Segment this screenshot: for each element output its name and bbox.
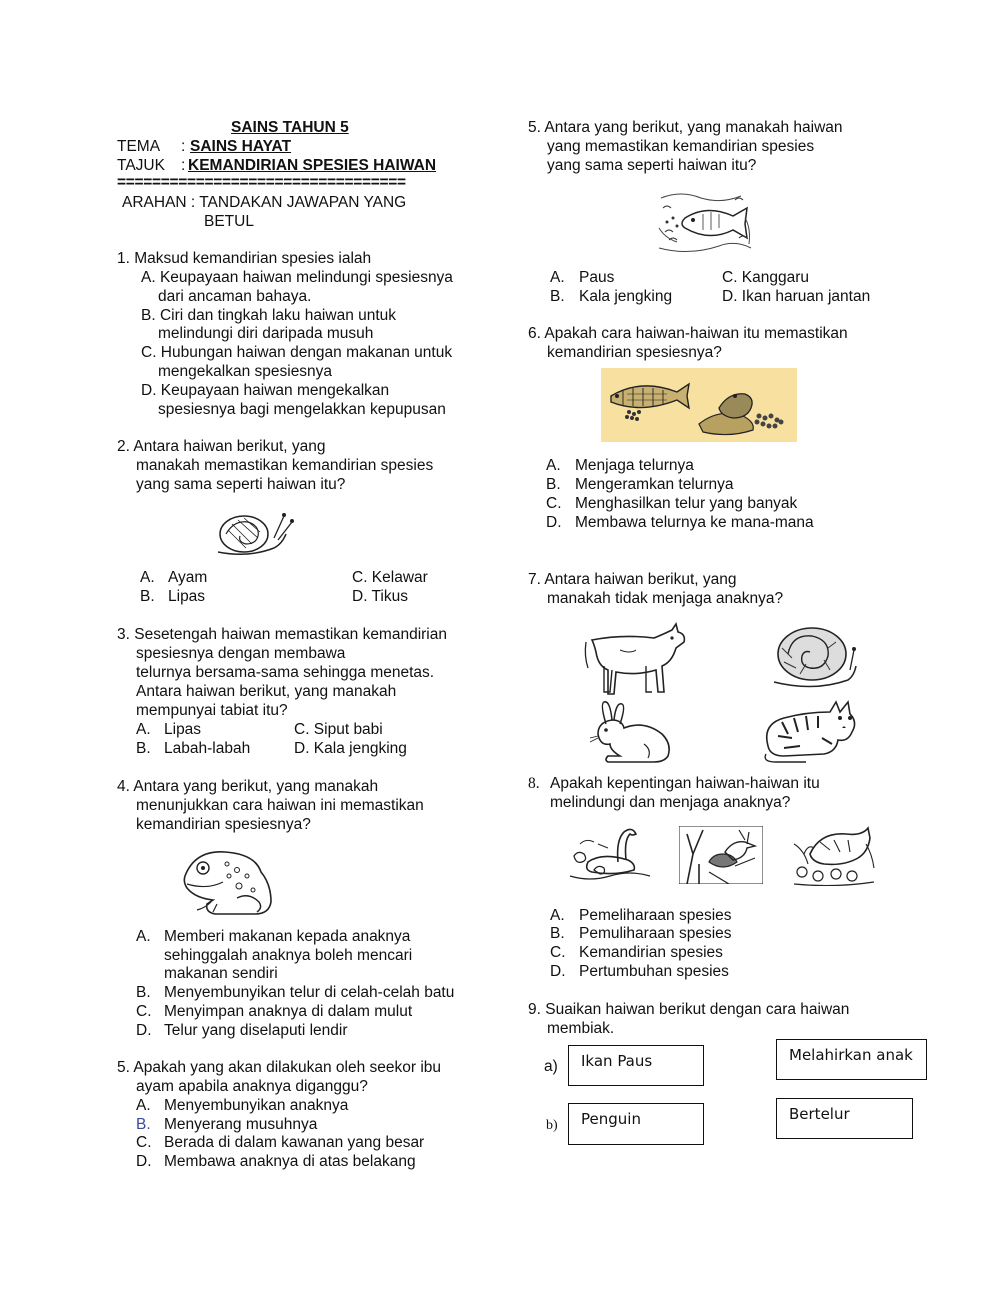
- header-divider: =================================: [117, 174, 406, 191]
- q3-option-a-letter[interactable]: A.: [136, 721, 151, 738]
- frog-image: [177, 846, 277, 918]
- q6-option-a[interactable]: Menjaga telurnya: [575, 457, 694, 474]
- q8-option-d-letter[interactable]: D.: [550, 963, 566, 980]
- q9-label-b: b): [546, 1118, 558, 1133]
- q2-stem-1: 2. Antara haiwan berikut, yang: [117, 438, 326, 455]
- q4-option-b-letter[interactable]: B.: [136, 984, 151, 1001]
- fish-and-frog-eggs-image: [601, 368, 797, 442]
- q5-right-option-a-letter[interactable]: A.: [550, 269, 565, 286]
- q3-option-d[interactable]: D. Kala jengking: [294, 740, 407, 757]
- q6-option-b-letter[interactable]: B.: [546, 476, 561, 493]
- q8-number: 8.: [528, 775, 540, 792]
- q7-stem-1: 7. Antara haiwan berikut, yang: [528, 571, 737, 588]
- q8-stem-2: melindungi dan menjaga anaknya?: [550, 794, 791, 811]
- tema-sep: :: [181, 138, 186, 155]
- q8-option-c-letter[interactable]: C.: [550, 944, 566, 961]
- q5-left-option-c-letter[interactable]: C.: [136, 1134, 152, 1151]
- q5-left-option-d[interactable]: Membawa anaknya di atas belakang: [164, 1153, 416, 1170]
- q8-stem-1: Apakah kepentingan haiwan-haiwan itu: [550, 775, 820, 792]
- q3-stem-1: 3. Sesetengah haiwan memastikan kemandirian: [117, 626, 447, 643]
- q9-box-penguin[interactable]: Penguin: [568, 1103, 704, 1145]
- q3-option-b-letter[interactable]: B.: [136, 740, 151, 757]
- q4-stem-2: menunjukkan cara haiwan ini memastikan: [136, 797, 424, 814]
- q9-stem-1: 9. Suaikan haiwan berikut dengan cara haiwan: [528, 1001, 850, 1018]
- q3-option-b[interactable]: Labah-labah: [164, 740, 251, 757]
- q5-left-stem-1: 5. Apakah yang akan dilakukan oleh seekor ibu: [117, 1059, 442, 1076]
- tema-label: TEMA: [117, 138, 161, 155]
- q6-option-d[interactable]: Membawa telurnya ke mana-mana: [575, 514, 814, 531]
- q1-option-d-cont: spesiesnya bagi mengelakkan kepupusan: [158, 401, 446, 418]
- q5-left-option-b[interactable]: Menyerang musuhnya: [164, 1116, 318, 1133]
- q2-option-b[interactable]: Lipas: [168, 588, 206, 605]
- q1-option-b[interactable]: B. Ciri dan tingkah laku haiwan untuk: [141, 307, 397, 324]
- bird-nest-image: [679, 826, 763, 884]
- q6-stem-1: 6. Apakah cara haiwan-haiwan itu memastikan: [528, 325, 848, 342]
- q5-right-stem-3: yang sama seperti haiwan itu?: [547, 157, 757, 174]
- cat-image: [762, 694, 860, 766]
- q2-stem-3: yang sama seperti haiwan itu?: [136, 476, 346, 493]
- q5-right-stem-1: 5. Antara yang berikut, yang manakah haiwan: [528, 119, 843, 136]
- q9-option-melahirkan-anak[interactable]: Melahirkan anak: [776, 1039, 927, 1080]
- q1-stem: 1. Maksud kemandirian spesies ialah: [117, 250, 372, 267]
- swan-image: [568, 822, 652, 884]
- q2-stem-2: manakah memastikan kemandirian spesies: [136, 457, 434, 474]
- q9-box-ikan-paus[interactable]: Ikan Paus: [568, 1045, 704, 1086]
- q3-stem-5: mempunyai tabiat itu?: [136, 702, 288, 719]
- q4-option-a-letter[interactable]: A.: [136, 928, 151, 945]
- rabbit-image: [584, 700, 674, 766]
- q2-option-a-letter[interactable]: A.: [140, 569, 155, 586]
- q8-option-c[interactable]: Kemandirian spesies: [579, 944, 723, 961]
- q4-option-a-cont-2: makanan sendiri: [164, 965, 278, 982]
- q4-option-a[interactable]: Memberi makanan kepada anaknya: [164, 928, 411, 945]
- q5-right-option-a[interactable]: Paus: [579, 269, 615, 286]
- q7-stem-2: manakah tidak menjaga anaknya?: [547, 590, 784, 607]
- q5-right-option-b-letter[interactable]: B.: [550, 288, 565, 305]
- q5-right-stem-2: yang memastikan kemandirian spesies: [547, 138, 815, 155]
- q6-option-c[interactable]: Menghasilkan telur yang banyak: [575, 495, 798, 512]
- q4-option-b[interactable]: Menyembunyikan telur di celah-celah batu: [164, 984, 455, 1001]
- q5-left-option-b-letter[interactable]: B.: [136, 1116, 151, 1133]
- q2-option-a[interactable]: Ayam: [168, 569, 208, 586]
- q1-option-d[interactable]: D. Keupayaan haiwan mengekalkan: [141, 382, 390, 399]
- q5-left-option-a-letter[interactable]: A.: [136, 1097, 151, 1114]
- q3-stem-3: telurnya bersama-sama sehingga menetas.: [136, 664, 435, 681]
- q5-right-option-b[interactable]: Kala jengking: [579, 288, 673, 305]
- q8-option-a[interactable]: Pemeliharaan spesies: [579, 907, 732, 924]
- q6-option-a-letter[interactable]: A.: [546, 457, 561, 474]
- q1-option-a-cont: dari ancaman bahaya.: [158, 288, 312, 305]
- q2-option-b-letter[interactable]: B.: [140, 588, 155, 605]
- q3-stem-4: Antara haiwan berikut, yang manakah: [136, 683, 397, 700]
- q3-option-c[interactable]: C. Siput babi: [294, 721, 383, 738]
- q5-left-option-a[interactable]: Menyembunyikan anaknya: [164, 1097, 349, 1114]
- snail-image: [212, 500, 294, 558]
- q2-option-c[interactable]: C. Kelawar: [352, 569, 428, 586]
- hen-with-chicks-image: [790, 824, 876, 886]
- arahan-line-1: ARAHAN : TANDAKAN JAWAPAN YANG: [122, 194, 407, 211]
- q2-option-d[interactable]: D. Tikus: [352, 588, 408, 605]
- q6-option-c-letter[interactable]: C.: [546, 495, 562, 512]
- q6-stem-2: kemandirian spesiesnya?: [547, 344, 722, 361]
- q9-stem-2: membiak.: [547, 1020, 615, 1037]
- q4-option-c-letter[interactable]: C.: [136, 1003, 152, 1020]
- q8-option-b[interactable]: Pemuliharaan spesies: [579, 925, 732, 942]
- snail-image-2: [770, 622, 860, 692]
- q4-stem-1: 4. Antara yang berikut, yang manakah: [117, 778, 379, 795]
- q8-option-a-letter[interactable]: A.: [550, 907, 565, 924]
- arahan-line-2: BETUL: [204, 213, 254, 230]
- q4-stem-3: kemandirian spesiesnya?: [136, 816, 311, 833]
- q1-option-b-cont: melindungi diri daripada musuh: [158, 325, 374, 342]
- q8-option-b-letter[interactable]: B.: [550, 925, 565, 942]
- q6-option-d-letter[interactable]: D.: [546, 514, 562, 531]
- worksheet-title: SAINS TAHUN 5: [231, 119, 349, 136]
- fish-with-young-image: [655, 188, 757, 258]
- q5-left-stem-2: ayam apabila anaknya diganggu?: [136, 1078, 368, 1095]
- q5-right-option-d[interactable]: D. Ikan haruan jantan: [722, 288, 871, 305]
- tajuk-label: TAJUK: [117, 157, 165, 174]
- tajuk-value: KEMANDIRIAN SPESIES HAIWAN: [188, 157, 437, 174]
- q1-option-a[interactable]: A. Keupayaan haiwan melindungi spesiesnya: [141, 269, 453, 286]
- q3-stem-2: spesiesnya dengan membawa: [136, 645, 346, 662]
- tajuk-sep: :: [181, 157, 186, 174]
- q4-option-a-cont-1: sehinggalah anaknya boleh mencari: [164, 947, 413, 964]
- q9-label-a: a): [544, 1058, 558, 1075]
- q3-option-a[interactable]: Lipas: [164, 721, 202, 738]
- q4-option-d-letter[interactable]: D.: [136, 1022, 152, 1039]
- q5-left-option-c[interactable]: Berada di dalam kawanan yang besar: [164, 1134, 425, 1151]
- q6-option-b[interactable]: Mengeramkan telurnya: [575, 476, 734, 493]
- q4-option-c[interactable]: Menyimpan anaknya di dalam mulut: [164, 1003, 413, 1020]
- q1-option-c-cont: mengekalkan spesiesnya: [158, 363, 333, 380]
- cow-image: [580, 620, 686, 696]
- tema-value: SAINS HAYAT: [190, 138, 292, 155]
- q9-option-bertelur[interactable]: Bertelur: [776, 1098, 913, 1139]
- q5-left-option-d-letter[interactable]: D.: [136, 1153, 152, 1170]
- q5-right-option-c[interactable]: C. Kanggaru: [722, 269, 810, 286]
- q1-option-c[interactable]: C. Hubungan haiwan dengan makanan untuk: [141, 344, 453, 361]
- q8-option-d[interactable]: Pertumbuhan spesies: [579, 963, 729, 980]
- q4-option-d[interactable]: Telur yang diselaputi lendir: [164, 1022, 348, 1039]
